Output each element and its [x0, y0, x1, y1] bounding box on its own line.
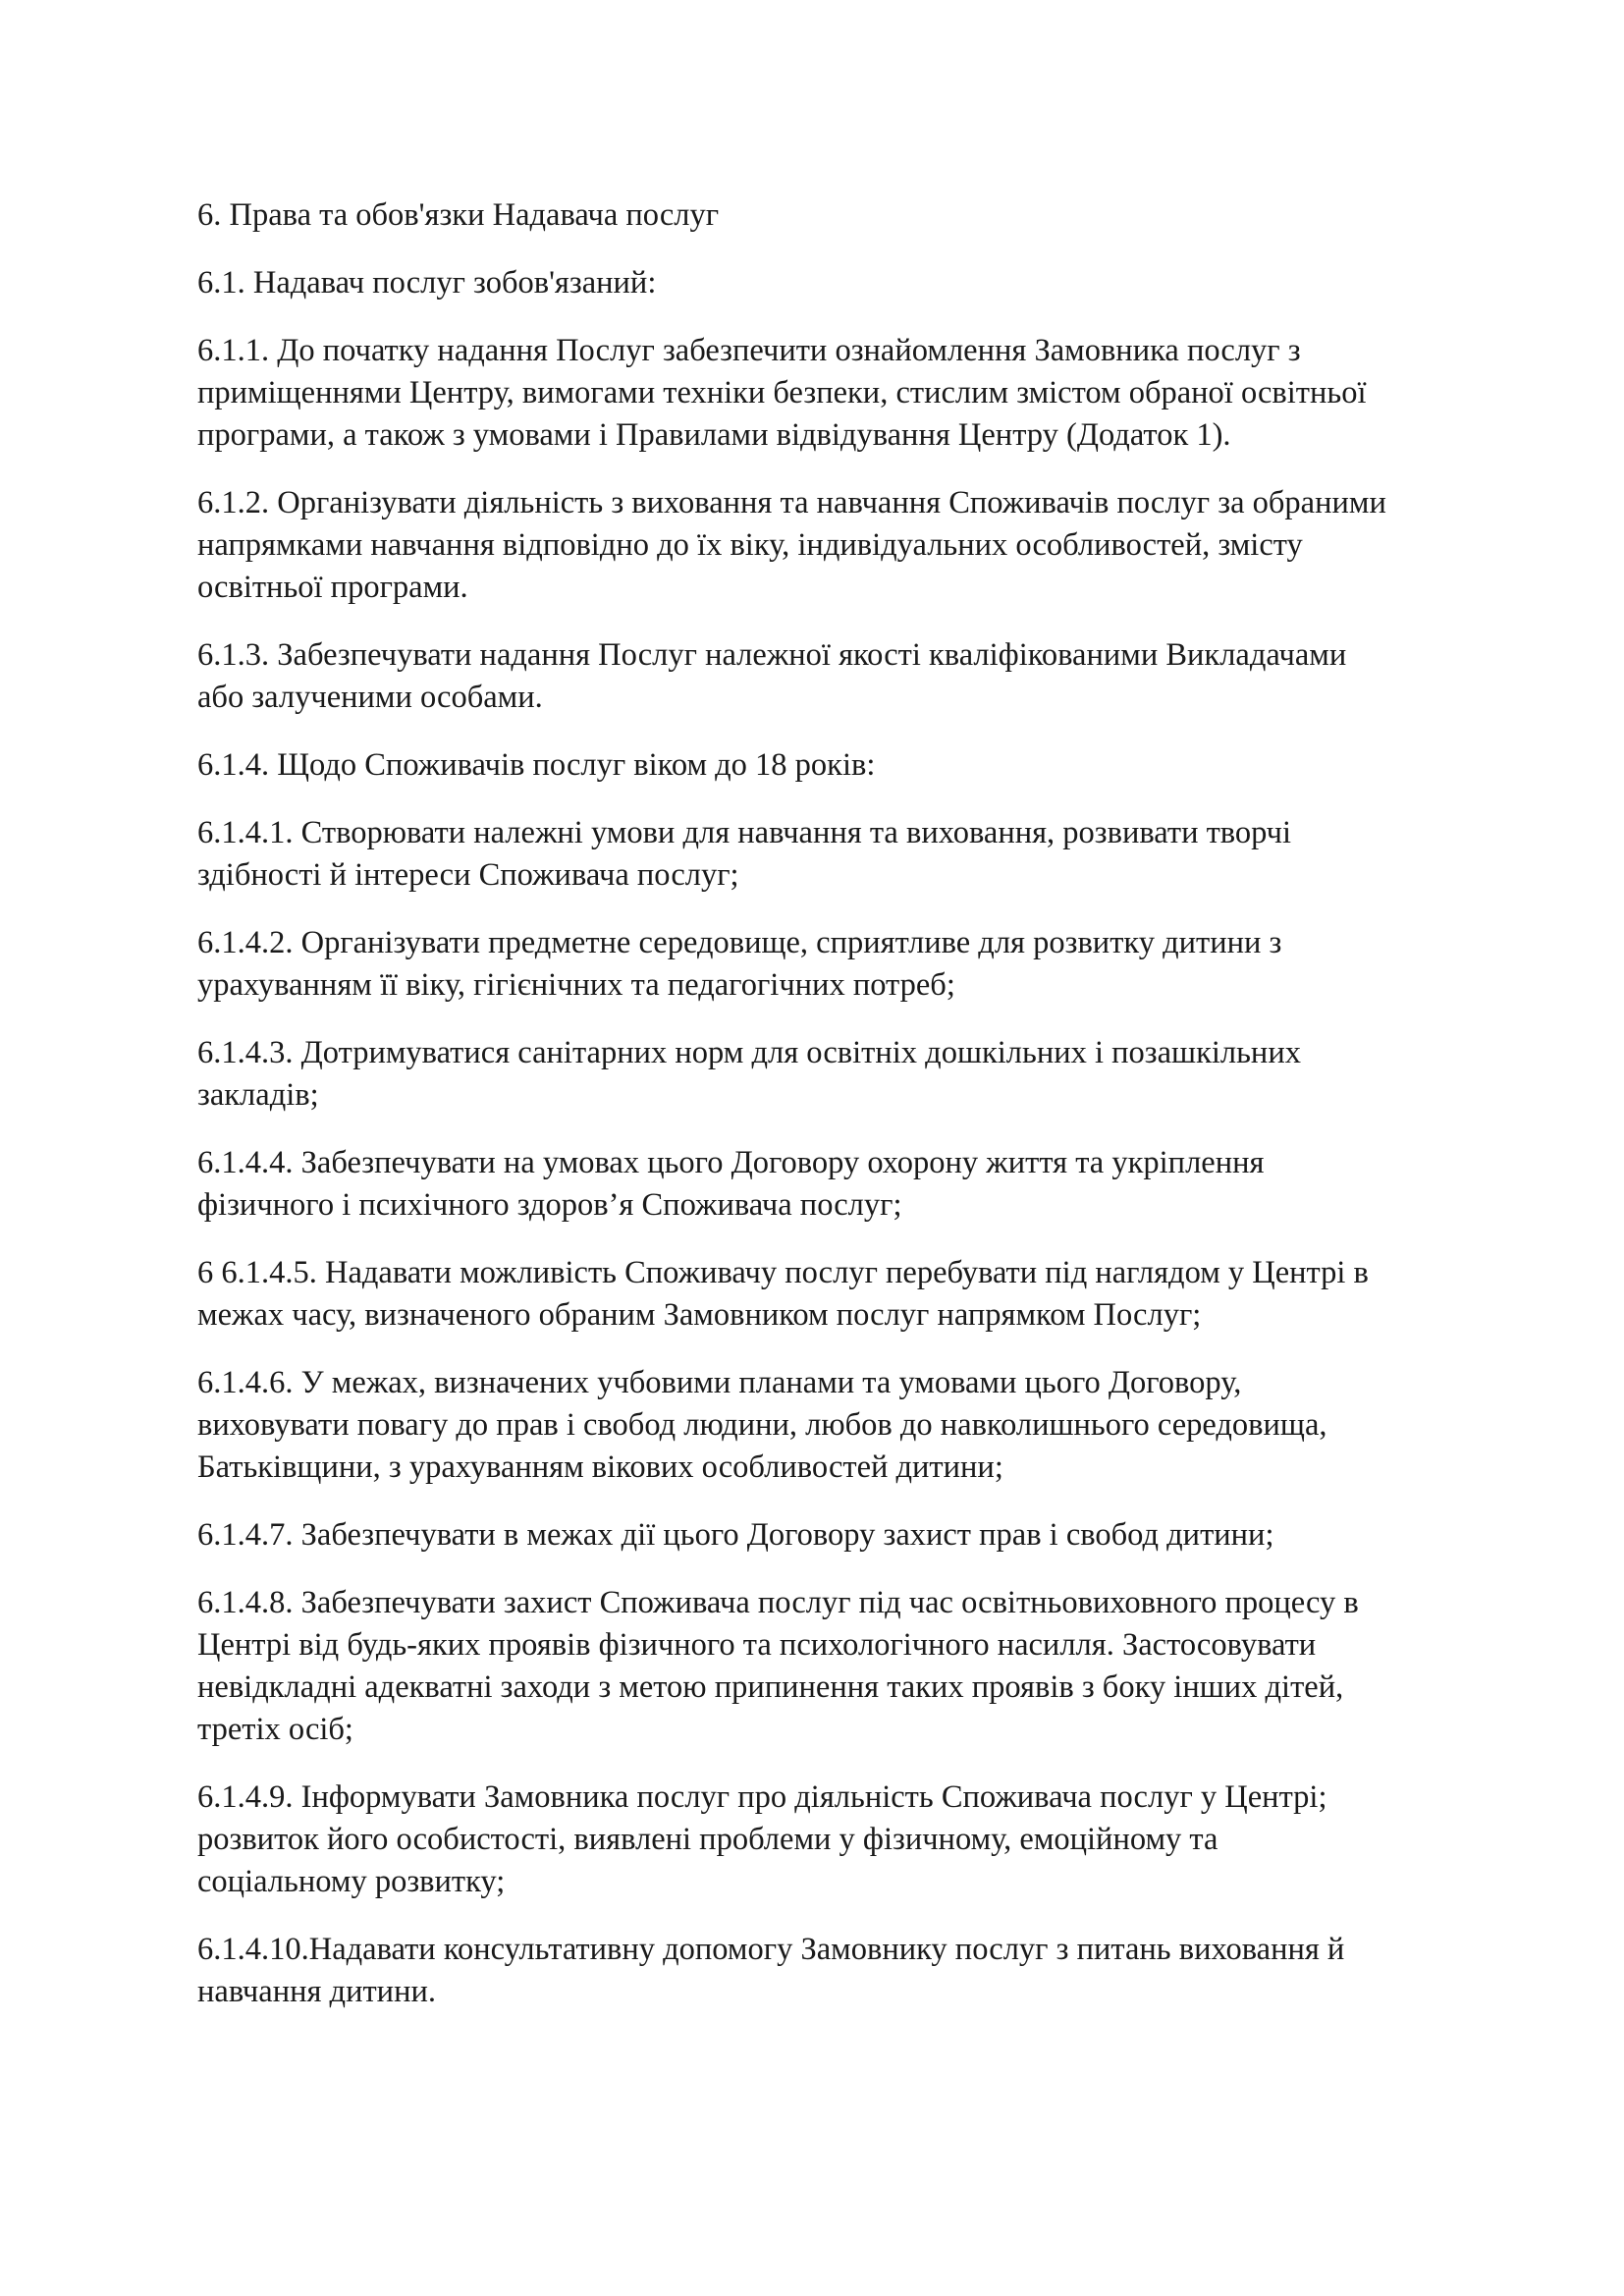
clause-6-1-4-10: 6.1.4.10.Надавати консультативну допомогу Замовнику послуг з питань виховання й навчання дитини. — [197, 1932, 1345, 2009]
clause-6-1-4-9: 6.1.4.9. Інформувати Замовника послуг про діяльність Споживача послуг у Центрі; розвиток його особистості, виявлені проблеми у фізичному, емоційному та соціальному розвитку; — [197, 1779, 1327, 1899]
clause-6-1-4-7: 6.1.4.7. Забезпечувати в межах дії цього Договору захист прав і свобод дитини; — [197, 1517, 1274, 1553]
clause-6-1-4-1: 6.1.4.1. Створювати належні умови для навчання та виховання, розвивати творчі здібності й інтереси Споживача послуг; — [197, 815, 1291, 893]
document-body — [197, 194, 1435, 2039]
clause-6-1-4-6: 6.1.4.6. У межах, визначених учбовими планами та умовами цього Договору, виховувати повагу до прав і свобод людини, любов до навколишнього середовища, Батьківщини, з урахуванням вікових особливостей дитини; — [197, 1365, 1327, 1485]
clause-6-1-4-2: 6.1.4.2. Організувати предметне середовище, сприятливе для розвитку дитини з урахуванням її віку, гігієнічних та педагогічних потреб; — [197, 925, 1282, 1003]
clause-6-1: 6.1. Надавач послуг зобов'язаний: — [197, 265, 657, 301]
clause-6-1-1: 6.1.1. До початку надання Послуг забезпечити ознайомлення Замовника послуг з приміщеннями Центру, вимогами техніки безпеки, стислим змістом обраної освітньої програми, а також з умовами і Правилами відвідування Центру (Додаток 1). — [197, 333, 1367, 453]
clause-6-1-3: 6.1.3. Забезпечувати надання Послуг належної якості кваліфікованими Викладачами або залученими особами. — [197, 637, 1347, 715]
clause-6-1-4-3: 6.1.4.3. Дотримуватися санітарних норм для освітніх дошкільних і позашкільних закладів; — [197, 1035, 1301, 1113]
section-heading: 6. Права та обов'язки Надавача послуг — [197, 197, 720, 233]
clause-6-1-4: 6.1.4. Щодо Споживачів послуг віком до 18 років: — [197, 747, 876, 783]
clause-6-1-4-5: 6 6.1.4.5. Надавати можливість Споживачу послуг перебувати під наглядом у Центрі в межах часу, визначеного обраним Замовником послуг напрямком Послуг; — [197, 1255, 1369, 1333]
clause-6-1-2: 6.1.2. Організувати діяльність з виховання та навчання Споживачів послуг за обраними напрямками навчання відповідно до їх віку, індивідуальних особливостей, змісту освітньої програми. — [197, 485, 1386, 605]
clause-6-1-4-4: 6.1.4.4. Забезпечувати на умовах цього Договору охорону життя та укріплення фізичного і психічного здоров’я Споживача послуг; — [197, 1145, 1265, 1223]
clause-6-1-4-8: 6.1.4.8. Забезпечувати захист Споживача послуг під час освітньовиховного процесу в Центрі від будь-яких проявів фізичного та психологічного насилля. Застосовувати невідкладні адекватні заходи з метою припинення таких проявів з боку інших дітей, третіх осіб; — [197, 1585, 1359, 1747]
